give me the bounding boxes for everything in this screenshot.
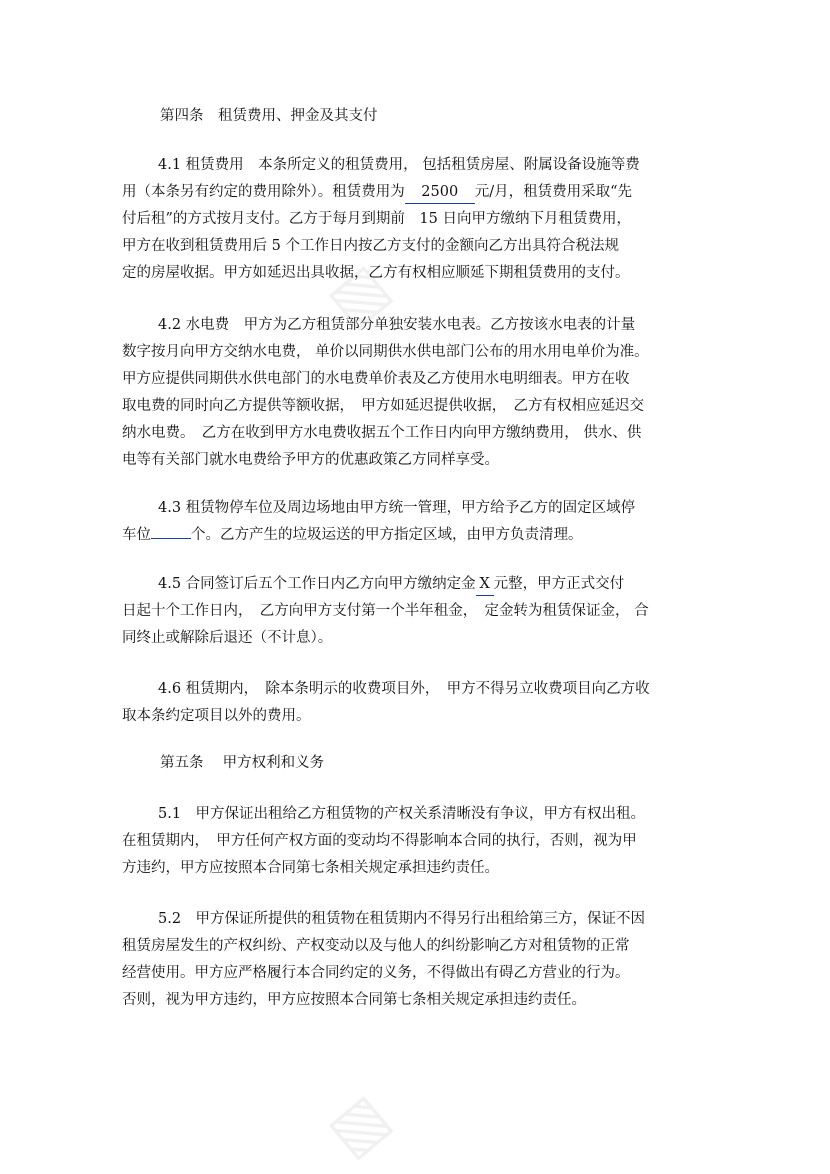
clause-4-5-line: 同终止或解除后退还（不计息）。: [122, 630, 333, 646]
clause-4-2-line: 电等有关部门就水电费给予甲方的优惠政策乙方同样享受。: [122, 452, 499, 468]
clause-text: 个。乙方产生的垃圾运送的甲方指定区域，由甲方负责清理。: [191, 527, 583, 543]
clause-4-2-line: 数字按月向甲方交纳水电费， 单价以同期供水供电部门公布的用水用电单价为准。: [122, 344, 649, 360]
clause-4-3-line: 4.3 租赁物停车位及周边场地由甲方统一管理，甲方给予乙方的固定区域停: [158, 500, 636, 516]
rent-amount-blank: 2500: [405, 181, 475, 204]
clause-4-3: [122, 495, 722, 549]
clause-4-1-line: 甲方在收到租赁费用后 5 个工作日内按乙方支付的金额向乙方出具符合税法规: [122, 238, 619, 254]
clause-4-1-line: 付后租”的方式按月支付。乙方于每月到期前 15 日向甲方缴纳下月租赁费用，: [122, 211, 631, 227]
clause-text: 元/月，租赁费用采取“先: [474, 184, 633, 200]
clause-5-1-line: 在租赁期内， 甲方任何产权方面的变动均不得影响本合同的执行，否则，视为甲: [122, 833, 637, 849]
clause-4-1-line: [122, 179, 722, 206]
watermark: ▧: [314, 1079, 403, 1171]
clause-text: 元整，甲方正式交付: [493, 576, 625, 592]
clause-text: 4.5 合同签订后五个工作日内乙方向甲方缴纳定金: [158, 576, 476, 592]
clause-5-2-line: 否则，视为甲方违约，甲方应按照本合同第七条相关规定承担违约责任。: [122, 992, 586, 1008]
watermark: ▧: [314, 249, 403, 341]
clause-4-2: [122, 312, 722, 474]
clause-5-1-line: 方违约，甲方应按照本合同第七条相关规定承担违约责任。: [122, 860, 499, 876]
clause-4-2-line: 纳水电费。 乙方在收到甲方水电费收据五个工作日内向甲方缴纳费用， 供水、供: [122, 425, 642, 441]
clause-4-1-line: 4.1 租赁费用 本条所定义的租赁费用， 包括租赁房屋、附属设备设施等费: [158, 157, 640, 173]
clause-4-6-line: 4.6 租赁期内， 除本条明示的收费项目外， 甲方不得另立收费项目向乙方收: [158, 681, 650, 697]
clause-4-2-line: 甲方应提供同期供水供电部门的水电费单价表及乙方使用水电明细表。甲方在收: [122, 371, 630, 387]
clause-5-2-line: 经营使用。甲方应严格履行本合同约定的义务，不得做出有碍乙方营业的行为。: [122, 965, 630, 981]
article-4-heading: 第四条 租赁费用、押金及其支付: [160, 108, 378, 124]
article-5-heading: 第五条 甲方权利和义务: [160, 755, 325, 771]
clause-5-2-line: 租赁房屋发生的产权纠纷、产权变动以及与他人的纠纷影响乙方对租赁物的正常: [122, 938, 630, 954]
clause-5-2-line: 5.2 甲方保证所提供的租赁物在租赁期内不得另行出租给第三方，保证不因: [158, 911, 646, 927]
clause-4-1-line: 定的房屋收据。甲方如延迟出具收据，乙方有权相应顺延下期租赁费用的支付。: [122, 265, 630, 281]
clause-4-5: [122, 571, 722, 652]
clause-text: 用（本条另有约定的费用除外）。租赁费用为: [122, 184, 405, 200]
clause-4-1: [122, 152, 722, 287]
clause-4-6: [122, 676, 722, 730]
clause-4-2-line: 4.2 水电费 甲方为乙方租赁部分单独安装水电表。乙方按该水电表的计量: [158, 317, 636, 333]
clause-4-6-line: 取本条约定项目以外的费用。: [122, 708, 311, 724]
clause-5-2: [122, 906, 722, 1014]
clause-5-1-line: 5.1 甲方保证出租给乙方租赁物的产权关系清晰没有争议，甲方有权出租。: [158, 806, 646, 822]
deposit-amount-blank: X: [476, 573, 494, 596]
clause-4-5-line: [122, 571, 722, 598]
parking-count-blank: [151, 538, 191, 539]
clause-text: 车位: [122, 527, 151, 543]
clause-4-5-line: 日起十个工作日内， 乙方向甲方支付第一个半年租金， 定金转为租赁保证金， 合: [122, 603, 649, 619]
clause-4-3-line: [122, 522, 722, 549]
clause-5-1: [122, 801, 722, 882]
clause-4-2-line: 取电费的同时向乙方提供等额收据， 甲方如延迟提供收据， 乙方有权相应延迟交: [122, 398, 644, 414]
